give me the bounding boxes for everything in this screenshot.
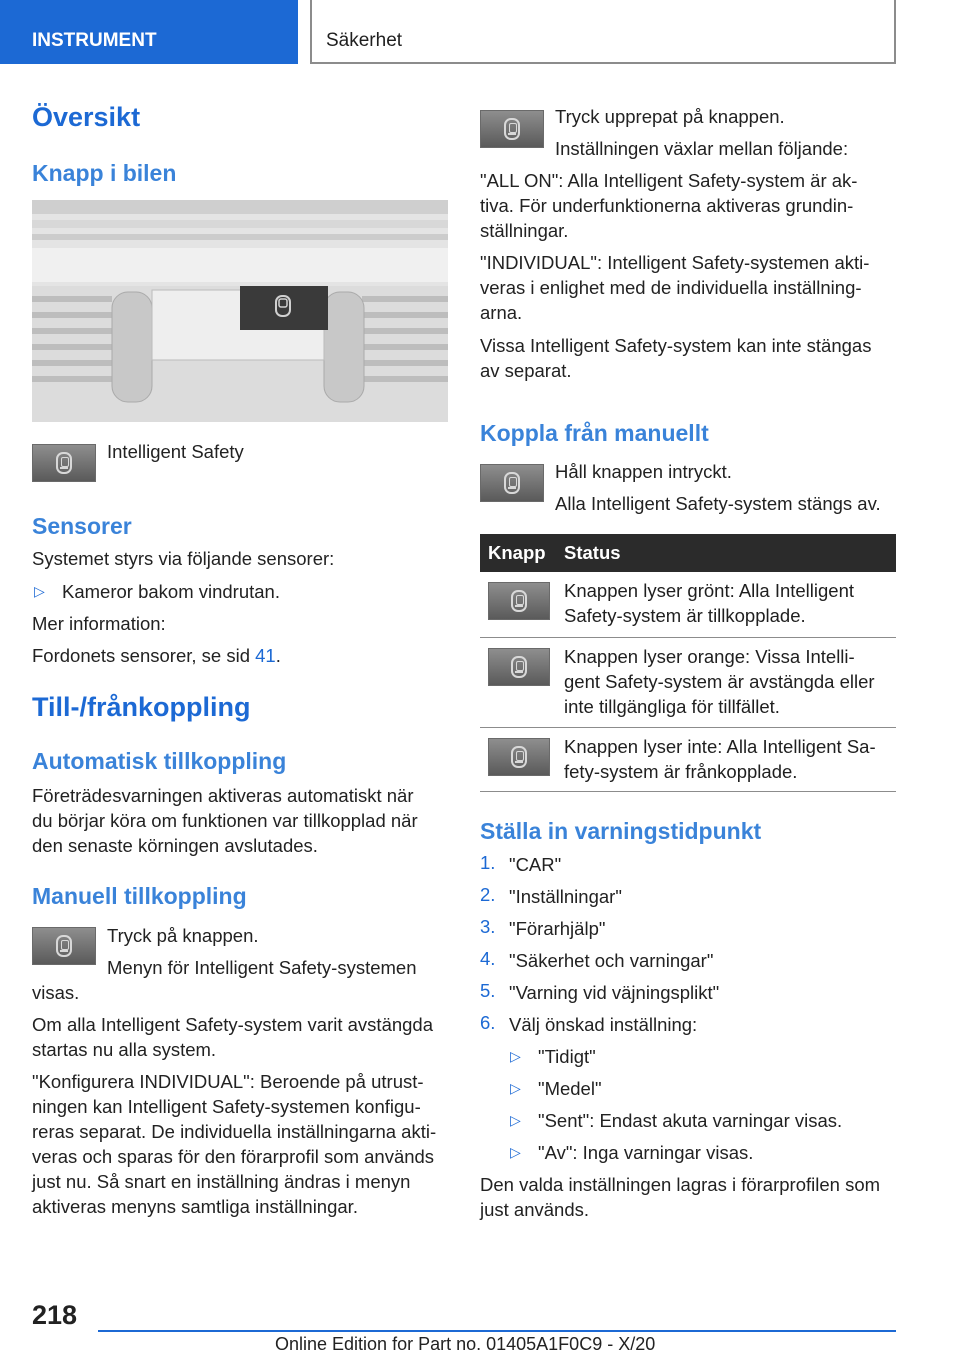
manual-para1-1: Om alla Intelligent Safety-system varit avstängda	[32, 1014, 434, 1035]
all-on-3: ställningar.	[480, 220, 569, 241]
sensor-item: Kameror bakom vindrutan.	[62, 581, 280, 602]
manual-para2-6: aktiveras menyns samtliga inställningar.	[32, 1196, 358, 1217]
some-systems-1: Vissa Intelligent Safety-system kan inte stängas	[480, 335, 872, 356]
manual-menu-2: visas.	[32, 982, 80, 1003]
chapter-label: Säkerhet	[326, 30, 403, 51]
step-text: "Varning vid väjningsplikt"	[509, 982, 720, 1003]
status-text: Knappen lyser inte: Alla Intelligent Sa-	[564, 735, 876, 757]
manual-para2-2: ningen kan Intelligent Safety-systemen konfigu-	[32, 1096, 421, 1117]
step-number: 1.	[480, 852, 496, 873]
safety-button-image-manual	[32, 927, 96, 965]
step-number: 3.	[480, 916, 496, 937]
closing-text-2: just används.	[480, 1199, 590, 1220]
step-number: 2.	[480, 884, 496, 905]
sensors-intro: Systemet styrs via följande sensorer:	[32, 548, 335, 569]
step-number: 6.	[480, 1012, 496, 1033]
sensor-ref-text: Fordonets sensorer, se sid	[32, 645, 256, 666]
status-text: gent Safety-system är avstängda eller	[564, 670, 875, 692]
manual-para2-3: reras separat. De individuella inställningarna akti-	[32, 1121, 437, 1142]
button-green-image	[488, 582, 550, 620]
bullet-triangle-icon: ▷	[510, 1080, 521, 1096]
manual-para1-2: startas nu alla system.	[32, 1039, 217, 1060]
step-number: 5.	[480, 980, 496, 1001]
sensor-reference	[32, 643, 281, 668]
overview-heading: Översikt	[32, 102, 141, 132]
intelligent-safety-icon	[56, 935, 72, 957]
manual-para2-5: just nu. Så snart en inställning ändras i menyn	[32, 1171, 411, 1192]
option-item: "Tidigt"	[538, 1046, 596, 1067]
individual-1: "INDIVIDUAL": Intelligent Safety-systemen akti-	[480, 252, 870, 273]
manual-press: Tryck på knappen.	[107, 925, 259, 946]
step-text: "Säkerhet och varningar"	[509, 950, 714, 971]
table-row	[480, 637, 896, 727]
table-row	[480, 572, 896, 637]
auto-text-2: du börjar köra om funktionen var tillkopplad när	[32, 810, 418, 831]
individual-2: veras i enlighet med de individuella inställning-	[480, 277, 862, 298]
all-on-1: "ALL ON": Alla Intelligent Safety-system är ak-	[480, 170, 858, 191]
status-text: Safety-system är tillkopplade.	[564, 605, 806, 626]
sensor-ref-end: .	[275, 645, 281, 666]
status-text: inte tillgängliga för tillfället.	[564, 695, 780, 717]
intelligent-safety-icon	[56, 452, 72, 474]
closing-text-1: Den valda inställningen lagras i förarprofilen som	[480, 1174, 881, 1195]
bullet-triangle-icon: ▷	[34, 583, 45, 599]
status-text: Knappen lyser grönt: Alla Intelligent	[564, 580, 855, 601]
page-link-41[interactable]: 41	[255, 645, 276, 666]
individual-3: arna.	[480, 302, 523, 323]
step-number: 4.	[480, 948, 496, 969]
bullet-triangle-icon: ▷	[510, 1144, 521, 1160]
safety-button-image-repeat	[480, 110, 544, 148]
intelligent-safety-icon	[511, 746, 527, 768]
repeat-press: Tryck upprepat på knappen.	[555, 106, 785, 127]
edition-text: Online Edition for Part no. 01405A1F0C9 - X/20	[275, 1334, 656, 1354]
header-status: Status	[556, 534, 896, 572]
auto-text-1: Företrädesvarningen aktiveras automatiskt när	[32, 785, 414, 806]
step-text: "CAR"	[509, 854, 562, 875]
intelligent-safety-icon	[511, 590, 527, 612]
table-header-row	[480, 534, 896, 572]
warning-time-heading: Ställa in varningstidpunkt	[480, 818, 762, 844]
option-item: "Medel"	[538, 1078, 602, 1099]
manual-menu-1: Menyn för Intelligent Safety-systemen	[107, 957, 417, 978]
intelligent-safety-icon	[504, 472, 520, 494]
car-dashboard-image	[32, 200, 448, 422]
intelligent-safety-button-image	[32, 444, 96, 482]
step-text: Välj önskad inställning:	[509, 1014, 698, 1035]
status-text: fety-system är frånkopplade.	[564, 760, 798, 782]
manual-on-heading: Manuell tillkoppling	[32, 883, 247, 909]
intelligent-safety-icon	[504, 118, 520, 140]
some-systems-2: av separat.	[480, 360, 572, 381]
auto-heading: Automatisk tillkoppling	[32, 748, 287, 774]
onoff-heading: Till-/frånkoppling	[32, 692, 251, 722]
switch-between: Inställningen växlar mellan följande:	[555, 138, 849, 159]
status-text: Knappen lyser orange: Vissa Intelli-	[564, 645, 855, 667]
manual-para2-4: veras och sparas för den förarprofil som används	[32, 1146, 435, 1167]
button-in-car-heading: Knapp i bilen	[32, 160, 177, 186]
button-off-image	[488, 738, 550, 776]
bullet-triangle-icon: ▷	[510, 1112, 521, 1128]
manual-para2-1: "Konfigurera INDIVIDUAL": Beroende på utrust-	[32, 1071, 424, 1092]
manual-off-heading: Koppla från manuellt	[480, 420, 709, 446]
header-knapp: Knapp	[480, 534, 556, 572]
auto-text-3: den senaste körningen avslutades.	[32, 835, 318, 856]
button-orange-image	[488, 648, 550, 686]
safety-button-image-off	[480, 464, 544, 502]
all-off: Alla Intelligent Safety-system stängs av.	[555, 493, 881, 514]
footer-divider	[98, 1330, 896, 1332]
chapter-tab	[310, 0, 896, 64]
hold-button: Håll knappen intryckt.	[555, 461, 732, 482]
dashboard-illustration	[32, 200, 448, 422]
option-item: "Av": Inga varningar visas.	[538, 1142, 754, 1163]
table-row	[480, 727, 896, 791]
step-text: "Förarhjälp"	[509, 918, 606, 939]
bullet-triangle-icon: ▷	[510, 1048, 521, 1064]
page-number: 218	[32, 1300, 78, 1330]
sensors-heading: Sensorer	[32, 513, 132, 539]
button-status-table	[480, 534, 896, 792]
section-tab	[0, 0, 298, 64]
section-label: INSTRUMENT	[32, 30, 157, 51]
step-text: "Inställningar"	[509, 886, 622, 907]
intelligent-safety-icon	[511, 656, 527, 678]
button-caption: Intelligent Safety	[107, 441, 244, 462]
more-info-label: Mer information:	[32, 613, 166, 634]
all-on-2: tiva. För underfunktionerna aktiveras grundin-	[480, 195, 854, 216]
option-item: "Sent": Endast akuta varningar visas.	[538, 1110, 843, 1131]
